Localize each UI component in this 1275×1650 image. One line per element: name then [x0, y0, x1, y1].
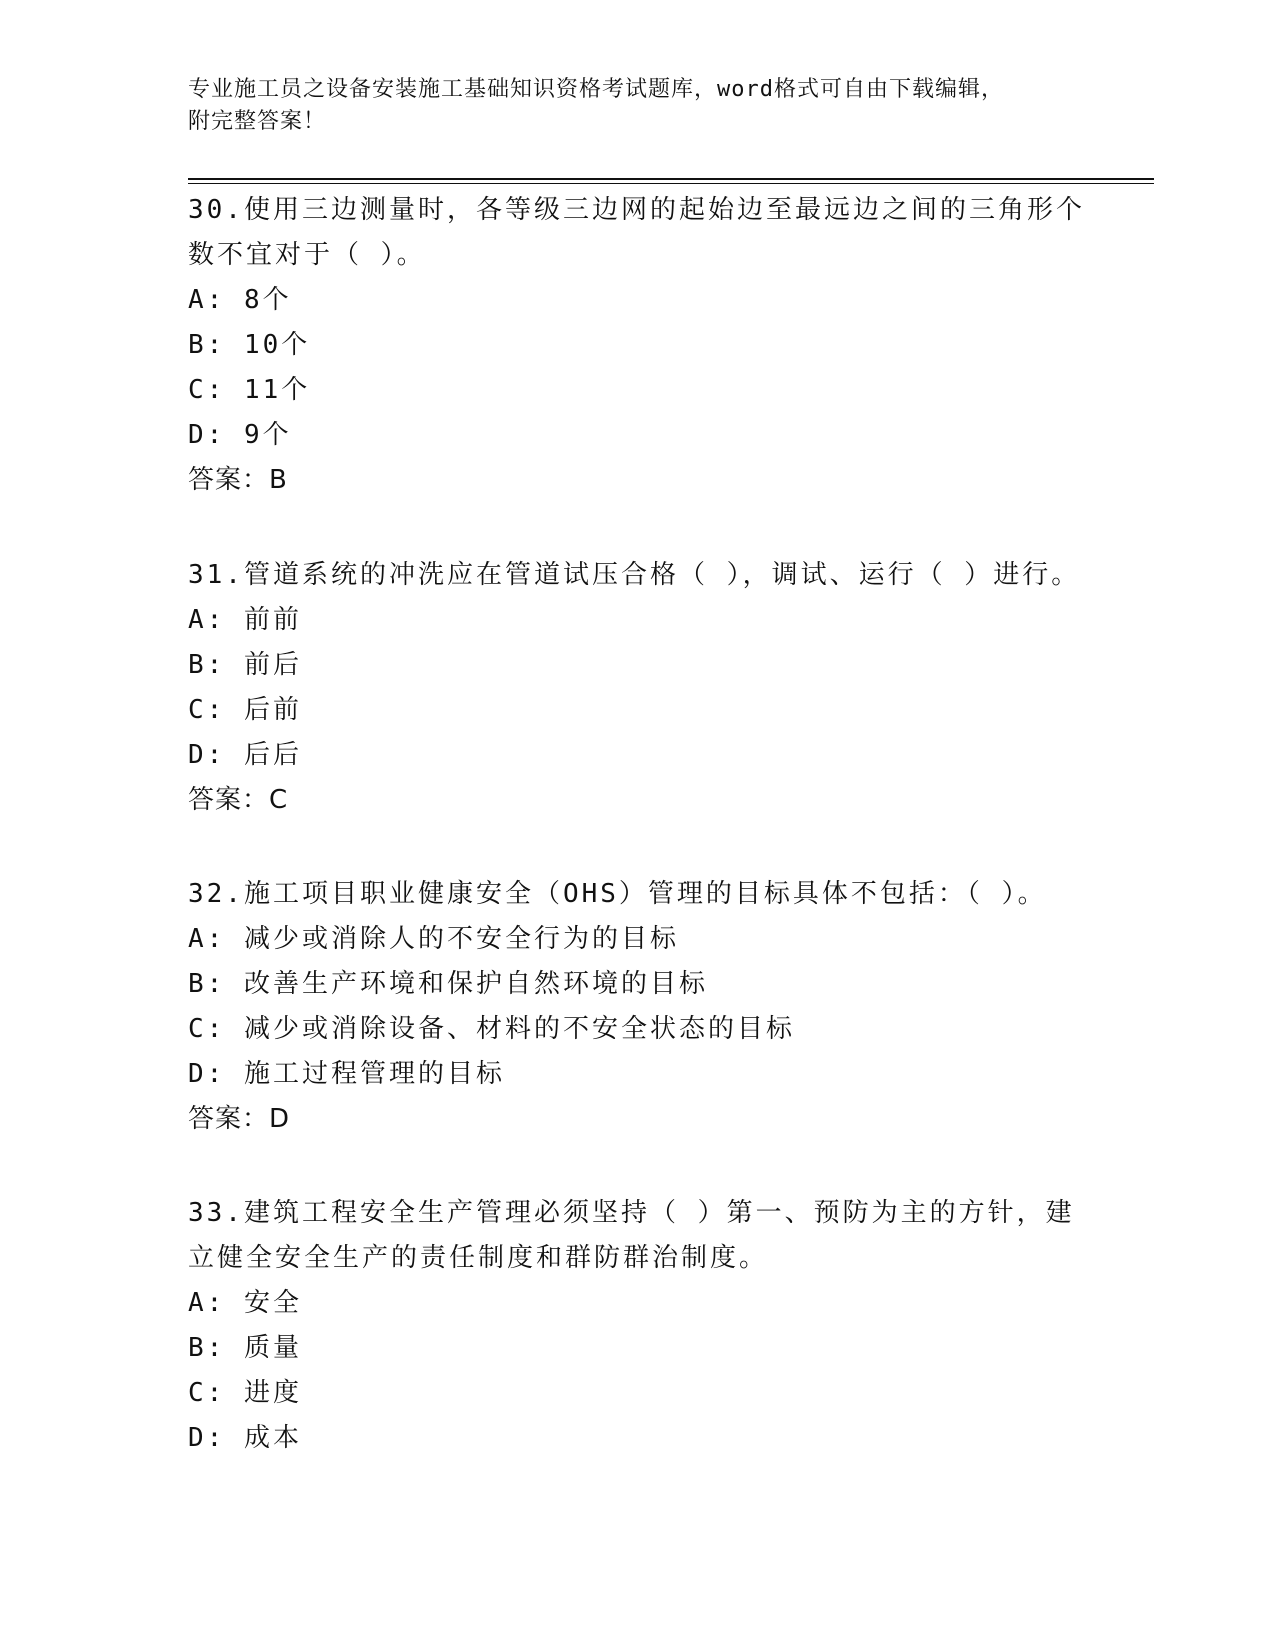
option-d: D: 9个 [188, 420, 292, 450]
question-stem-line-1: 31.管道系统的冲洗应在管道试压合格（ ），调试、运行（ ）进行。 [188, 560, 1081, 590]
option-b: B: 10个 [188, 330, 311, 360]
option-c: C: 后前 [188, 695, 302, 725]
option-c: C: 11个 [188, 375, 311, 405]
option-a: A: 安全 [188, 1288, 302, 1318]
option-b: B: 改善生产环境和保护自然环境的目标 [188, 969, 708, 999]
question-stem-line-1: 30.使用三边测量时，各等级三边网的起始边至最远边之间的三角形个 [188, 195, 1085, 225]
question-31 [188, 553, 1088, 823]
option-d: D: 施工过程管理的目标 [188, 1059, 505, 1089]
answer-label: 答案：D [188, 1104, 291, 1134]
question-stem-line-1: 32.施工项目职业健康安全（OHS）管理的目标具体不包括：（ ）。 [188, 879, 1047, 909]
option-b: B: 质量 [188, 1333, 302, 1363]
document-header [188, 74, 1088, 138]
question-30 [188, 188, 1088, 503]
question-stem-line-2: 数不宜对于（ ）。 [188, 240, 426, 270]
option-a: A: 8个 [188, 285, 292, 315]
question-33 [188, 1191, 1088, 1461]
answer-label: 答案：C [188, 785, 289, 815]
header-divider-bottom [188, 183, 1154, 184]
question-stem-line-2: 立健全安全生产的责任制度和群防群治制度。 [188, 1243, 769, 1273]
header-divider-top [188, 178, 1154, 180]
question-stem-line-1: 33.建筑工程安全生产管理必须坚持（ ）第一、预防为主的方针，建 [188, 1198, 1075, 1228]
option-b: B: 前后 [188, 650, 302, 680]
option-d: D: 后后 [188, 740, 302, 770]
answer-label: 答案：B [188, 465, 288, 495]
question-32 [188, 872, 1088, 1142]
option-c: C: 进度 [188, 1378, 302, 1408]
option-a: A: 减少或消除人的不安全行为的目标 [188, 924, 679, 954]
header-line-2: 附完整答案！ [188, 109, 327, 134]
option-d: D: 成本 [188, 1423, 302, 1453]
header-line-1: 专业施工员之设备安装施工基础知识资格考试题库，word格式可自由下载编辑， [188, 77, 1004, 102]
option-a: A: 前前 [188, 605, 302, 635]
option-c: C: 减少或消除设备、材料的不安全状态的目标 [188, 1014, 795, 1044]
